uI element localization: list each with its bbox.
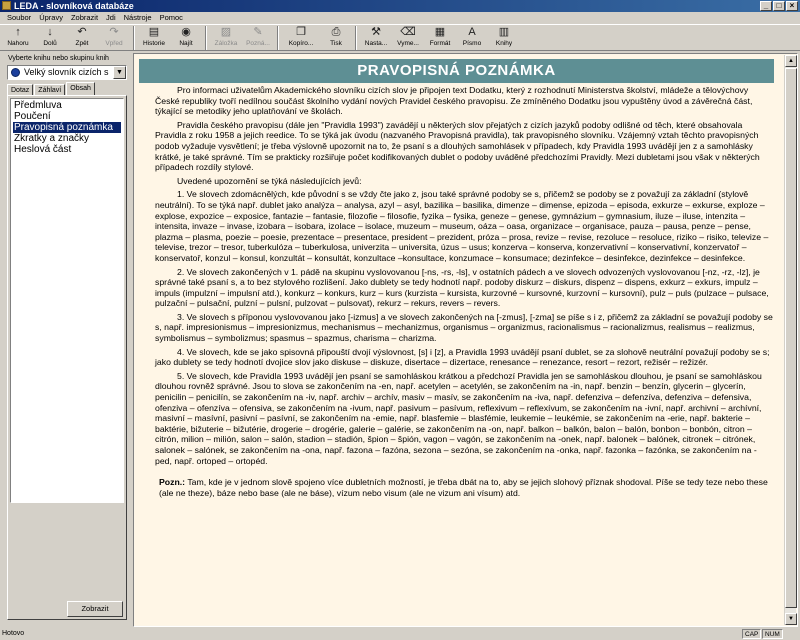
scrollbar-thumb[interactable] (785, 68, 797, 608)
toolbar-books-button[interactable]: ▥ Knihy (495, 26, 513, 47)
toolbar (0, 24, 800, 51)
print-icon: ⎙ (331, 26, 341, 38)
maximize-button[interactable]: □ (773, 1, 785, 11)
toolbar-separator (133, 26, 135, 50)
caps-indicator: CAP (742, 629, 761, 639)
back-icon: ↶ (77, 26, 87, 38)
title-bar (0, 0, 800, 12)
toolbar-font-button[interactable]: A Písmo (462, 26, 482, 47)
menu-upravy[interactable]: Úpravy (39, 13, 63, 22)
note (155, 477, 773, 498)
toolbar-separator (277, 26, 279, 50)
page-title: PRAVOPISNÁ POZNÁMKA (139, 59, 774, 83)
tab-dotaz[interactable]: Dotaz (7, 84, 33, 95)
menu-nastroje[interactable]: Nástroje (123, 13, 152, 22)
list-item: 5. Ve slovech, kde Pravidla 1993 uvádějí jen psaní se samohláskou krátkou a předchozí Pravidla jen se samohláskou dlouhou, je psaní se samohláskou dlouhou rovněž správné. Jsou to slova se zakončením na -en, např. acetylen – acetylén, se zakončením na -in, např. benzin – benzín, glycerin – glycerín, penicilin – penicilín, se zakončením na -iv, např. archiv – archív, masiv – masív, se zakončením na -iva, např. defenziva – defenzíva, defenziva – defensiva, ofenziva – ofenzíva – ofensiva, se zakončením na -ivum, např. pasivum – pasívum, reflexivum – reflexívum, se zakončením na -ivní, např. archivní – archívní, masivní – masívní, pasivní – pasívní, se zakončením na -emie, např. blasfemie – blasfémie, leukemie – leukémie, se zakončením na -erie, např. bakterie – baktérie, bižuterie – bižutérie, drogerie – drogérie, galerie – galérie, se zakončením na -on, např. balkon – balkón, balon – balón, bonbon – bonbón, citron – citrón, milion – milión, salon – salón, stadion – stadión, špion – špión, vagon – vagón, se zakončením na -onek, např. balonek – balónek, citronek – citrónek, salonek – salónek, se zakončením na -ona, např. fazona – fazóna, sezona – sezóna, se zakončením na -onka, např. fazonka – fazónka, se zakončením na -ped, např. ortoped – ortopéd. (155, 370, 762, 466)
book-select-caption: Vyberte knihu nebo skupinu knih (8, 55, 109, 62)
list-item[interactable]: Zkratky a značky (14, 133, 90, 144)
note-icon: ✎ (253, 26, 263, 38)
book-select-value: Velký slovník cizích s (24, 67, 109, 77)
find-icon: ◉ (181, 26, 191, 38)
note-label: Pozn.: (159, 477, 186, 488)
close-button[interactable]: × (786, 1, 798, 11)
paragraph: Pro informaci uživatelům Akademického slovníku cizích slov je připojen text Dodatku, který z rozhodnutí Ministerstva školství, mládeže a tělovýchovy České republiky tvoří nedílnou součást školního vydání nových Pravidel českého pravopisu. Ze zmíněného Dodatku jsou vypuštěny úvod a závěrečná část, týkající se metodiky jeho uplatňování ve školách. (155, 85, 753, 117)
article-text (155, 85, 773, 501)
menu-pomoc[interactable]: Pomoc (159, 13, 183, 22)
toolbar-history-button[interactable]: ▤ Historie (142, 26, 166, 47)
toolbar-note-button[interactable]: ✎ Pozná... (246, 26, 270, 47)
history-icon: ▤ (148, 26, 160, 38)
scroll-up-button[interactable]: ▲ (785, 55, 797, 67)
num-indicator: NUM (762, 629, 783, 639)
toolbar-back-button[interactable]: ↶ Zpět (75, 26, 89, 47)
app-icon (2, 1, 11, 10)
toolbar-forward-button[interactable]: ↷ Vpřed (105, 26, 123, 47)
chevron-down-icon[interactable]: ▼ (113, 66, 126, 79)
status-bar (0, 628, 800, 640)
list-item[interactable]: Poučení (14, 111, 51, 122)
menu-jdi[interactable]: Jdi (106, 13, 116, 22)
toolbar-print-button[interactable]: ⎙ Tisk (320, 25, 352, 51)
list-item: 4. Ve slovech, kde se jako spisovná připouští dvojí výslovnost, [s] i [z], a Pravidla 1993 uvádějí psaní dublet, se za slohově neutrální považují podoby se s; jako dublety se tedy hodnotí dvojice slov jako diskuse – diskuze, disertace – dizertace, renesance – renezance, resort – rezort, režisér – režizér. (155, 346, 770, 368)
arrow-up-icon: ↑ (15, 26, 21, 38)
toolbar-separator (205, 26, 207, 50)
toolbar-down-button[interactable]: ↓ Dolů (43, 26, 57, 47)
toolbar-find-button[interactable]: ◉ Najít (179, 26, 193, 47)
list-item[interactable]: Pravopisná poznámka (13, 122, 121, 133)
font-icon: A (468, 26, 476, 38)
list-item: 2. Ve slovech zakončených v 1. pádě na skupinu vyslovovanou [-ns, -rs, -ls], v ostatních pádech a ve slovech odvozených vyslovovanou [-nz, -rz, -lz], je správné také psaní s, a to bez stylového rozlišení. Jako dublety se tedy hodnotí např. podoby diskurz – diskurs, dispenz – dispens, exkurz – exkurs, impulz – impuls (impulzní – impulsní atd.), konkurz – konkurs, kurz – kurs (kurzista – kursista, kurzovné – kursovné, kurzovní – kursovní), pulz – puls (pulzace – pulsace, pulzační – pulsační, pulzní – pulsní, pulzovat – pulsovat), rekurz – rekurs, revers – revers. (155, 266, 769, 309)
contents-list[interactable] (10, 98, 124, 503)
menu-zobrazit[interactable]: Zobrazit (70, 13, 99, 22)
copy-icon: ❐ (296, 26, 306, 38)
vertical-scrollbar[interactable] (784, 55, 796, 625)
book-select[interactable] (7, 65, 127, 80)
contents-panel (7, 95, 127, 620)
status-text: Hotovo (2, 630, 25, 637)
toolbar-bookmark-button[interactable]: ▨ Záložka (214, 26, 238, 47)
bookmark-icon: ▨ (220, 26, 232, 38)
scroll-down-button[interactable]: ▼ (785, 613, 797, 625)
menu-soubor[interactable]: Soubor (7, 13, 32, 22)
tab-obsah[interactable]: Obsah (66, 82, 95, 95)
tools-icon: ⚒ (371, 26, 381, 38)
toolbar-copy-button[interactable]: ❐ Kopíro... (288, 26, 314, 47)
show-button[interactable]: Zobrazit (67, 601, 123, 617)
window-title: LEDA - slovníková databáze (14, 1, 134, 11)
erase-icon: ⌫ (400, 26, 416, 38)
toolbar-format-button[interactable]: ▦ Formát (429, 26, 451, 47)
menu-bar (0, 12, 800, 24)
format-icon: ▦ (434, 26, 446, 38)
toolbar-up-button[interactable]: ↑ Nahoru (7, 26, 29, 47)
minimize-button[interactable]: _ (760, 1, 772, 11)
arrow-down-icon: ↓ (47, 26, 53, 38)
list-item: 3. Ve slovech s příponou vyslovovanou jako [-izmus] a ve slovech zakončených na [-zmus], [-zma] se píše s i z, přičemž za základní se považují podoby se s, např. impresionismus – impresionizmus, mechanismus – mechanizmus, organismus – organizmus, racionalismus – racionalizmus, realismus – realizmus, symbolismus – symbolizmus; spasmus – spazmus, charisma – charizma. (155, 311, 773, 344)
paragraph: Pravidla českého pravopisu (dále jen "Pravidla 1993") zavádějí u některých slov přejatých z cizích jazyků podoby odlišné od těch, které obsahovala Pravidla z roku 1958 a jejich reedice. To se týká jak úvodu (nazvaného Pravopisná pravidla), tak pravopisného slovníku. Vzájemný vztah těchto pravopisných podob vyžaduje vysvětlení; je třeba výslovně upozornit na to, že psaní s a dlouhých samohlásek v případech, kdy Pravidla 1993 uvádějí jen z a samohlásky krátké, je také správné. Tím se prakticky rozšiřuje počet kodifikovaných dublet o podoby uváděné předchozími Pravidly. Mezi dubletami jsou však v některých případech rozdíly stylové. (155, 119, 760, 173)
books-icon: ▥ (498, 26, 510, 38)
forward-icon: ↷ (109, 26, 119, 38)
list-item[interactable]: Heslová část (14, 144, 72, 155)
tab-zahlavi[interactable]: Záhlaví (34, 84, 65, 95)
list-item: 1. Ve slovech zdomácnělých, kde původní s se vždy čte jako z, jsou také správné podoby se s, přičemž se podoby se z považují za základní (stylově neutrální). To se týká např. dublet jako analýza – analysa, azyl – asyl, bazilika – basilika, dimenze – dimense, epizoda – episoda, exkurze – exkurse, exploze – explose, expozice – exposice, fantazie – fantasie, filozofie – filosofie, fyzika – fysika, geneze – genese, gymnázium – gymnasium, iluze – iluse, intenzita – intensita, invaze – invase, izobara – isobara, izolace – isolace, muzeum – museum, oáza – oasa, organizace – organisace, pauza – pausa, penze – pense, plazma – plasma, poezie – poesie, prezentace – presentace, president – prezident, próza – prosa, revize – revise, rezoluce – resoluce, riziko – risiko, televize – televise, trezor – tresor, tuberkulóza – tuberkulosa, univerzita – universita, úzus – usus; konzerva – konserva, konzervativní – konservativní, konzervatoř – konservatoř, konzul – konsul, konzultát – konsultát, konzultace –konsultace, konzumace – konsumace; dezinfekce – desinfekce, dezinfekce – desinfekce. (155, 189, 769, 263)
sidebar-tabs (7, 82, 96, 95)
toolbar-separator (355, 26, 357, 50)
content-area (135, 55, 783, 625)
toolbar-erase-button[interactable]: ⌫ Vyme... (397, 26, 419, 47)
note-text: Tam, kde je v jednom slově spojeno více dubletních možností, je třeba dbát na to, aby se jejich slohový příznak shodoval. Píše se tedy teze nebo these (ale ne theze), báze nebo base (ale ne báse), vízum nebo visum (ale ne vizum ani vísum) atd. (159, 477, 768, 498)
list-item[interactable]: Předmluva (14, 100, 62, 111)
globe-icon (11, 68, 20, 77)
left-panel (0, 51, 131, 627)
paragraph: Uvedené upozornění se týká následujících jevů: (177, 175, 362, 186)
toolbar-settings-button[interactable]: ⚒ Nasta... (364, 26, 388, 47)
content-frame (133, 53, 798, 627)
